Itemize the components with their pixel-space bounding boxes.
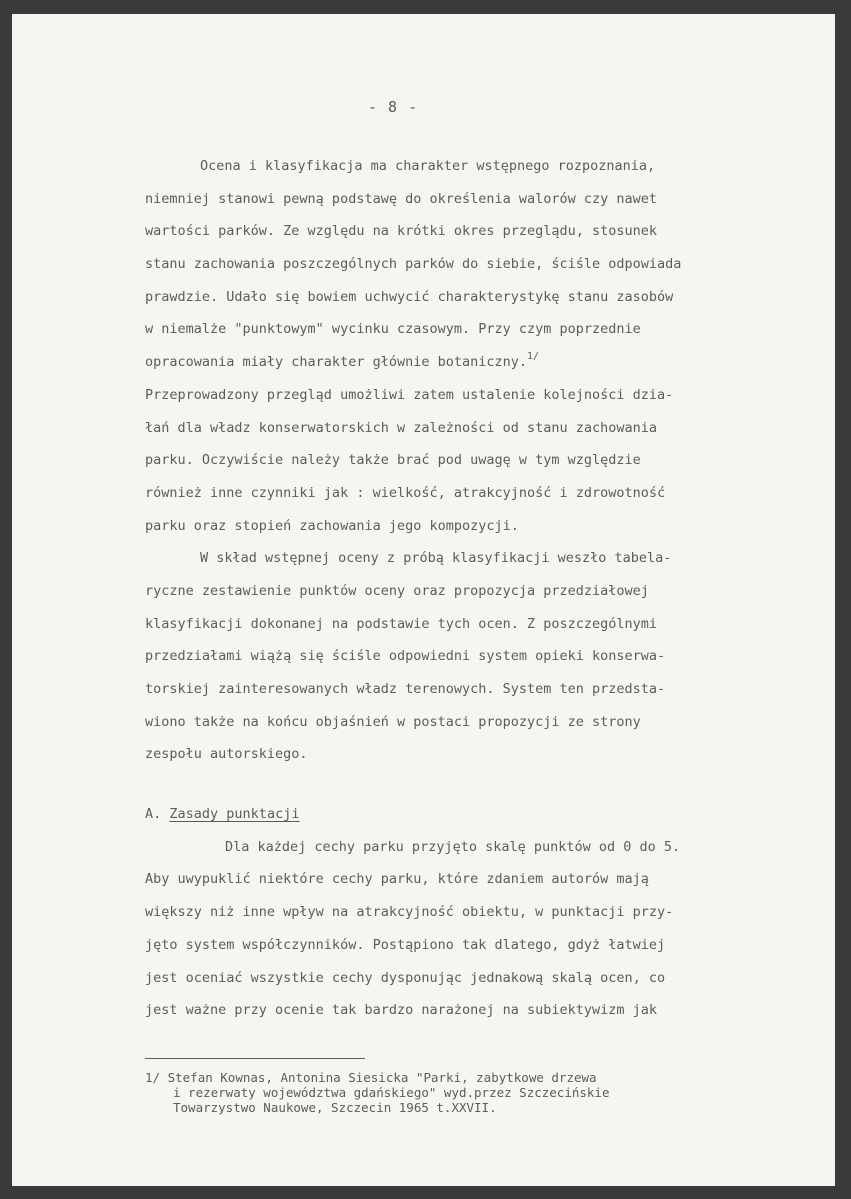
- paragraph-line: jest ważne przy ocenie tak bardzo narażonej na subiektywizm jak: [145, 1002, 658, 1019]
- paragraph-line-with-footnote: [145, 346, 825, 379]
- paragraph-line-text: opracowania miały charakter głównie botaniczny.: [145, 354, 528, 371]
- paragraph-line: Dla każdej cechy parku przyjęto skalę punktów od 0 do 5.: [225, 838, 681, 855]
- paragraph-line: większy niż inne wpływ na atrakcyjność obiektu, w punktacji przy-: [145, 904, 674, 921]
- paragraph-line: torskiej zainteresowanych władz terenowych. System ten przedsta-: [145, 681, 666, 697]
- paragraph-line: wiono także na końcu objaśnień w postaci propozycji ze strony: [145, 713, 641, 730]
- paragraph-line: zespołu autorskiego.: [145, 746, 308, 763]
- paragraph-line: parku. Oczywiście należy także brać pod uwagę w tym względzie: [145, 452, 641, 469]
- footnote: [145, 1070, 610, 1115]
- footnote-reference: 1/: [527, 351, 540, 363]
- footnote-text: Towarzystwo Naukowe, Szczecin 1965 t.XXVII.: [173, 1100, 497, 1115]
- paragraph-line: parku oraz stopień zachowania jego kompozycji.: [145, 517, 519, 534]
- footnote-divider: [145, 1058, 365, 1059]
- section-title: Zasady punktacji: [169, 806, 300, 823]
- paragraph-line: wartości parków. Ze względu na krótki okres przeglądu, stosunek: [145, 223, 658, 240]
- paragraph-line: niemniej stanowi pewną podstawę do określenia walorów czy nawet: [145, 190, 658, 207]
- paragraph-line: jęto system współczynników. Postąpiono tak dlatego, gdyż łatwiej: [145, 936, 666, 953]
- paragraph-line: stanu zachowania poszczególnych parków do siebie, ściśle odpowiada: [145, 256, 682, 273]
- paragraph-line: Aby uwypuklić niektóre cechy parku, które zdaniem autorów mają: [145, 871, 649, 888]
- page-number: - 8 -: [368, 98, 419, 116]
- footnote-text: Stefan Kownas, Antonina Siesicka "Parki, zabytkowe drzewa: [167, 1070, 597, 1085]
- section-spacer: [145, 771, 825, 798]
- paragraph-line: klasyfikacji dokonanej na podstawie tych ocen. Z poszczególnymi: [145, 615, 658, 632]
- body-text: [145, 150, 825, 1027]
- document-page: [12, 14, 835, 1186]
- paragraph-line: ryczne zestawienie punktów oceny oraz propozycja przedziałowej: [145, 582, 649, 599]
- paragraph-line: Przeprowadzony przegląd umożliwi zatem ustalenie kolejności dzia-: [145, 386, 674, 403]
- paragraph-line: prawdzie. Udało się bowiem uchwycić charakterystykę stanu zasobów: [145, 288, 674, 305]
- footnote-text: i rezerwaty województwa gdańskiego" wyd.przez Szczecińskie: [173, 1085, 610, 1100]
- paragraph-line: również inne czynniki jak : wielkość, atrakcyjność i zdrowotność: [145, 484, 666, 501]
- paragraph-line: w niemalże "punktowym" wycinku czasowym. Przy czym poprzednie: [145, 321, 641, 338]
- paragraph-line: przedziałami wiążą się ściśle odpowiedni system opieki konserwa-: [145, 648, 666, 665]
- footnote-first-line: [145, 1070, 597, 1085]
- paragraph-line: W skład wstępnej oceny z próbą klasyfikacji weszło tabela-: [200, 550, 672, 567]
- paragraph-line: Ocena i klasyfikacja ma charakter wstępnego rozpoznania,: [200, 158, 656, 174]
- paragraph-line: łań dla władz konserwatorskich w zależności od stanu zachowania: [145, 419, 658, 436]
- section-marker: A.: [145, 806, 162, 823]
- footnote-marker: 1/: [145, 1070, 161, 1085]
- paragraph-line: jest oceniać wszystkie cechy dysponując jednakową skalą ocen, co: [145, 969, 666, 986]
- section-heading: [145, 798, 825, 831]
